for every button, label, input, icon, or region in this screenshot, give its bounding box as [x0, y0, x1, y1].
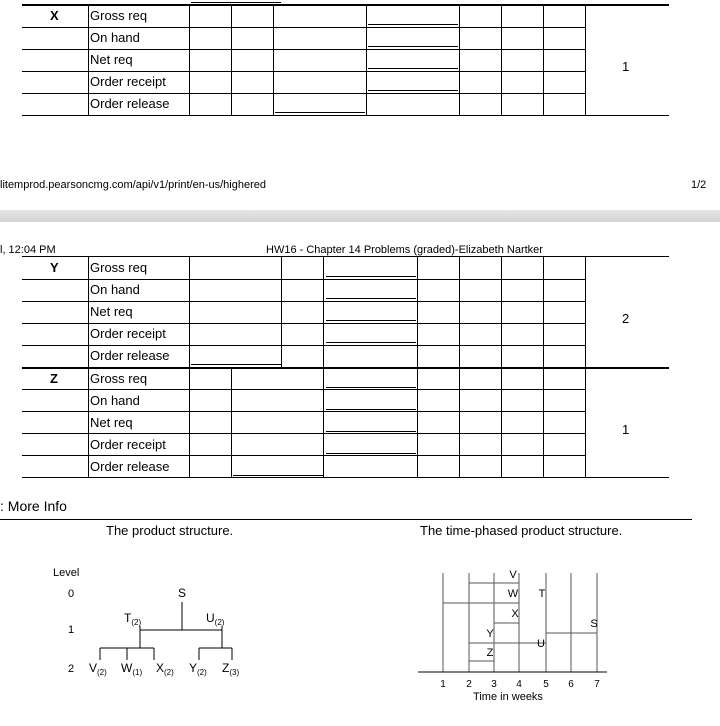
row-label-gross-req: Gross req — [90, 8, 148, 23]
axis-tick-3: 3 — [491, 679, 497, 690]
axis-tick-2: 2 — [466, 679, 472, 690]
row-label-order-receipt: Order receipt — [90, 74, 166, 89]
row-label-net-req: Net req — [90, 304, 133, 319]
row-label-gross-req: Gross req — [90, 260, 148, 275]
lead-time-y: 2 — [622, 311, 630, 326]
item-code-z: Z — [50, 371, 58, 386]
row-label-net-req: Net req — [90, 52, 133, 67]
row-label-on-hand: On hand — [90, 393, 140, 408]
row-label-on-hand: On hand — [90, 30, 140, 45]
product-structure-caption: The product structure. — [106, 523, 234, 538]
level-0-label: 0 — [68, 588, 75, 600]
row-label-order-receipt: Order receipt — [90, 326, 166, 341]
tp-label-x: X — [511, 608, 519, 620]
node-u: $U_{(2)}$ — [206, 611, 225, 627]
axis-tick-1: 1 — [440, 679, 446, 690]
lead-time-x: 1 — [622, 59, 630, 74]
node-w: $W_{(1)}$ — [121, 661, 143, 677]
item-code-x: X — [50, 8, 59, 23]
tp-label-v: V — [509, 569, 517, 581]
axis-tick-7: 7 — [594, 679, 600, 690]
tp-label-w: W — [507, 588, 519, 600]
row-label-order-release: Order release — [90, 459, 170, 474]
product-structure-tree — [0, 560, 280, 690]
node-v: $V_{(2)}$ — [89, 661, 107, 677]
row-label-order-receipt: Order receipt — [90, 437, 166, 452]
node-z: $Z_{(3)}$ — [222, 661, 240, 677]
more-info-divider — [0, 519, 692, 520]
level-2-label: 2 — [68, 663, 75, 675]
lead-time-z: 1 — [622, 422, 630, 437]
tp-label-y: Y — [486, 628, 494, 640]
row-label-gross-req: Gross req — [90, 371, 148, 386]
tp-label-u: U — [537, 638, 545, 650]
item-code-y: Y — [50, 260, 59, 275]
node-s: S — [178, 586, 187, 600]
print-time: l, 12:04 PM — [0, 244, 56, 256]
tp-label-s: S — [590, 618, 598, 630]
level-title: Level — [53, 567, 80, 579]
tp-label-t: T — [538, 588, 546, 600]
page-break — [0, 210, 720, 222]
level-1-label: 1 — [68, 624, 75, 636]
tp-label-z: Z — [486, 647, 494, 659]
time-phased-caption: The time-phased product structure. — [420, 523, 623, 538]
row-label-on-hand: On hand — [90, 282, 140, 297]
time-phased-diagram — [415, 565, 615, 705]
axis-tick-4: 4 — [516, 679, 522, 690]
axis-tick-6: 6 — [568, 679, 574, 690]
page-number: 1/2 — [691, 179, 707, 191]
node-t: $T_{(2)}$ — [124, 611, 142, 627]
node-y: $Y_{(2)}$ — [189, 661, 207, 677]
time-axis-label: Time in weeks — [473, 691, 543, 703]
more-info-title: : More Info — [0, 498, 67, 514]
print-url: litemprod.pearsoncmg.com/api/v1/print/en-us/highered — [0, 179, 266, 191]
node-x: $X_{(2)}$ — [156, 661, 174, 677]
row-label-net-req: Net req — [90, 415, 133, 430]
document-title: HW16 - Chapter 14 Problems (graded)-Elizabeth Nartker — [266, 244, 543, 256]
axis-tick-5: 5 — [543, 679, 549, 690]
row-label-order-release: Order release — [90, 96, 170, 111]
row-label-order-release: Order release — [90, 348, 170, 363]
